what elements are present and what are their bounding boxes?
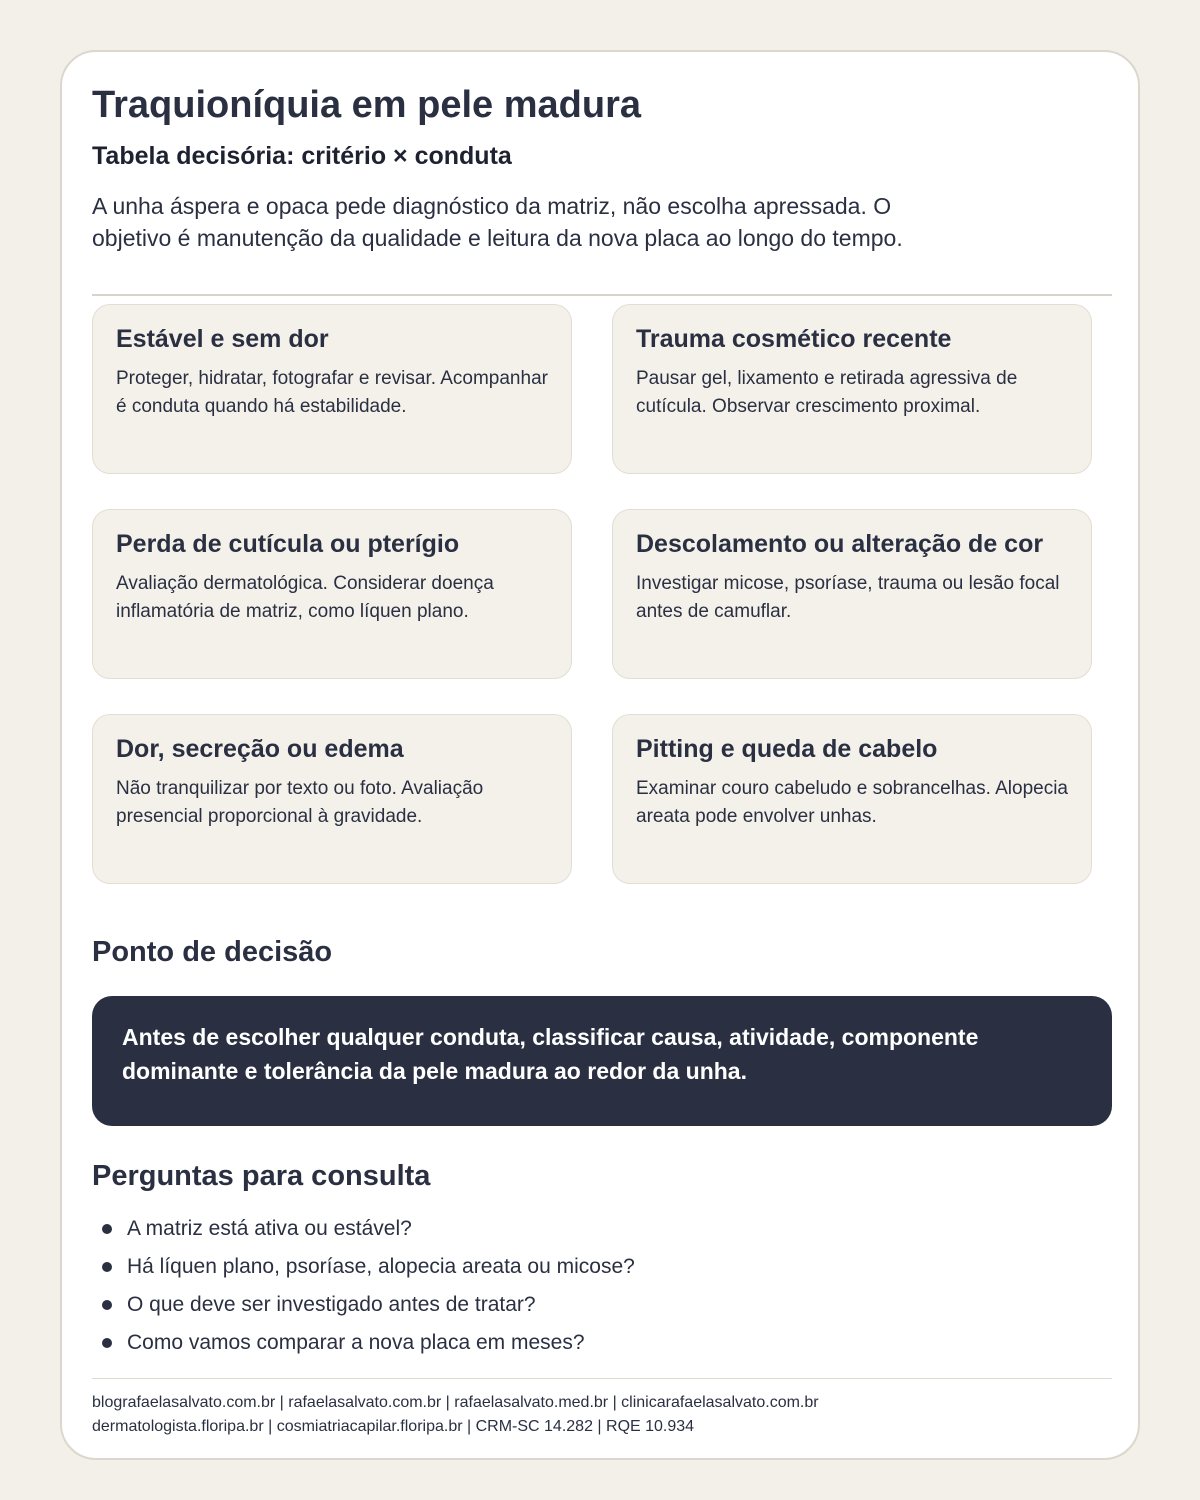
criterion-text: Pausar gel, lixamento e retirada agressiva de cutícula. Observar crescimento proximal.: [636, 368, 1018, 417]
criterion-card: [612, 509, 1092, 679]
criterion-text: Proteger, hidratar, fotografar e revisar. Acompanhar é conduta quando há estabilidade.: [116, 368, 548, 417]
question-text: Há líquen plano, psoríase, alopecia areata ou micose?: [127, 1255, 635, 1278]
criterion-card: [92, 509, 572, 679]
list-item: [92, 1324, 1108, 1362]
questions-list: [92, 1210, 1108, 1362]
bullet-icon: [102, 1262, 112, 1272]
section-divider: [92, 294, 1112, 296]
criterion-card: [612, 304, 1092, 474]
footer-links: blografaelasalvato.com.br | rafaelasalvato.com.br | rafaelasalvato.med.br | clinicarafaelasalvato.com.br: [92, 1394, 819, 1411]
criterion-title: Descolamento ou alteração de cor: [636, 530, 1044, 558]
decision-heading: Ponto de decisão: [92, 936, 333, 968]
footer-credentials: dermatologista.floripa.br | cosmiatriacapilar.floripa.br | CRM-SC 14.282 | RQE 10.934: [92, 1418, 695, 1435]
criterion-title: Trauma cosmético recente: [636, 325, 952, 353]
criterion-title: Estável e sem dor: [116, 325, 329, 353]
decision-callout: Antes de escolher qualquer conduta, classificar causa, atividade, componente dominante e tolerância da pele madura ao redor da unha.: [92, 996, 1112, 1126]
footer-divider: [92, 1378, 1112, 1379]
bullet-icon: [102, 1338, 112, 1348]
list-item: [92, 1286, 1108, 1324]
criteria-grid: [92, 304, 1092, 884]
criterion-card: [612, 714, 1092, 884]
list-item: [92, 1210, 1108, 1248]
list-item: [92, 1248, 1108, 1286]
criterion-title: Pitting e queda de cabelo: [636, 735, 938, 763]
bullet-icon: [102, 1300, 112, 1310]
bullet-icon: [102, 1224, 112, 1234]
criterion-text: Examinar couro cabeludo e sobrancelhas. Alopecia areata pode envolver unhas.: [636, 778, 1068, 827]
criterion-title: Dor, secreção ou edema: [116, 735, 404, 763]
page-title: Traquioníquia em pele madura: [92, 84, 642, 126]
page-subtitle: Tabela decisória: critério × conduta: [92, 142, 512, 170]
criterion-text: Investigar micose, psoríase, trauma ou lesão focal antes de camuflar.: [636, 573, 1060, 622]
criterion-text: Não tranquilizar por texto ou foto. Avaliação presencial proporcional à gravidade.: [116, 778, 484, 827]
question-text: Como vamos comparar a nova placa em meses?: [127, 1331, 585, 1354]
question-text: O que deve ser investigado antes de tratar?: [127, 1293, 536, 1316]
criterion-card: [92, 714, 572, 884]
questions-heading: Perguntas para consulta: [92, 1160, 431, 1192]
question-text: A matriz está ativa ou estável?: [127, 1217, 412, 1240]
intro-text: A unha áspera e opaca pede diagnóstico da matriz, não escolha apressada. O objetivo é manutenção da qualidade e leitura da nova placa ao longo do tempo.: [92, 193, 903, 251]
footer: [92, 1391, 1108, 1439]
criterion-card: [92, 304, 572, 474]
content-card: [60, 50, 1140, 1460]
criterion-title: Perda de cutícula ou pterígio: [116, 530, 460, 558]
criterion-text: Avaliação dermatológica. Considerar doença inflamatória de matriz, como líquen plano.: [116, 573, 494, 622]
